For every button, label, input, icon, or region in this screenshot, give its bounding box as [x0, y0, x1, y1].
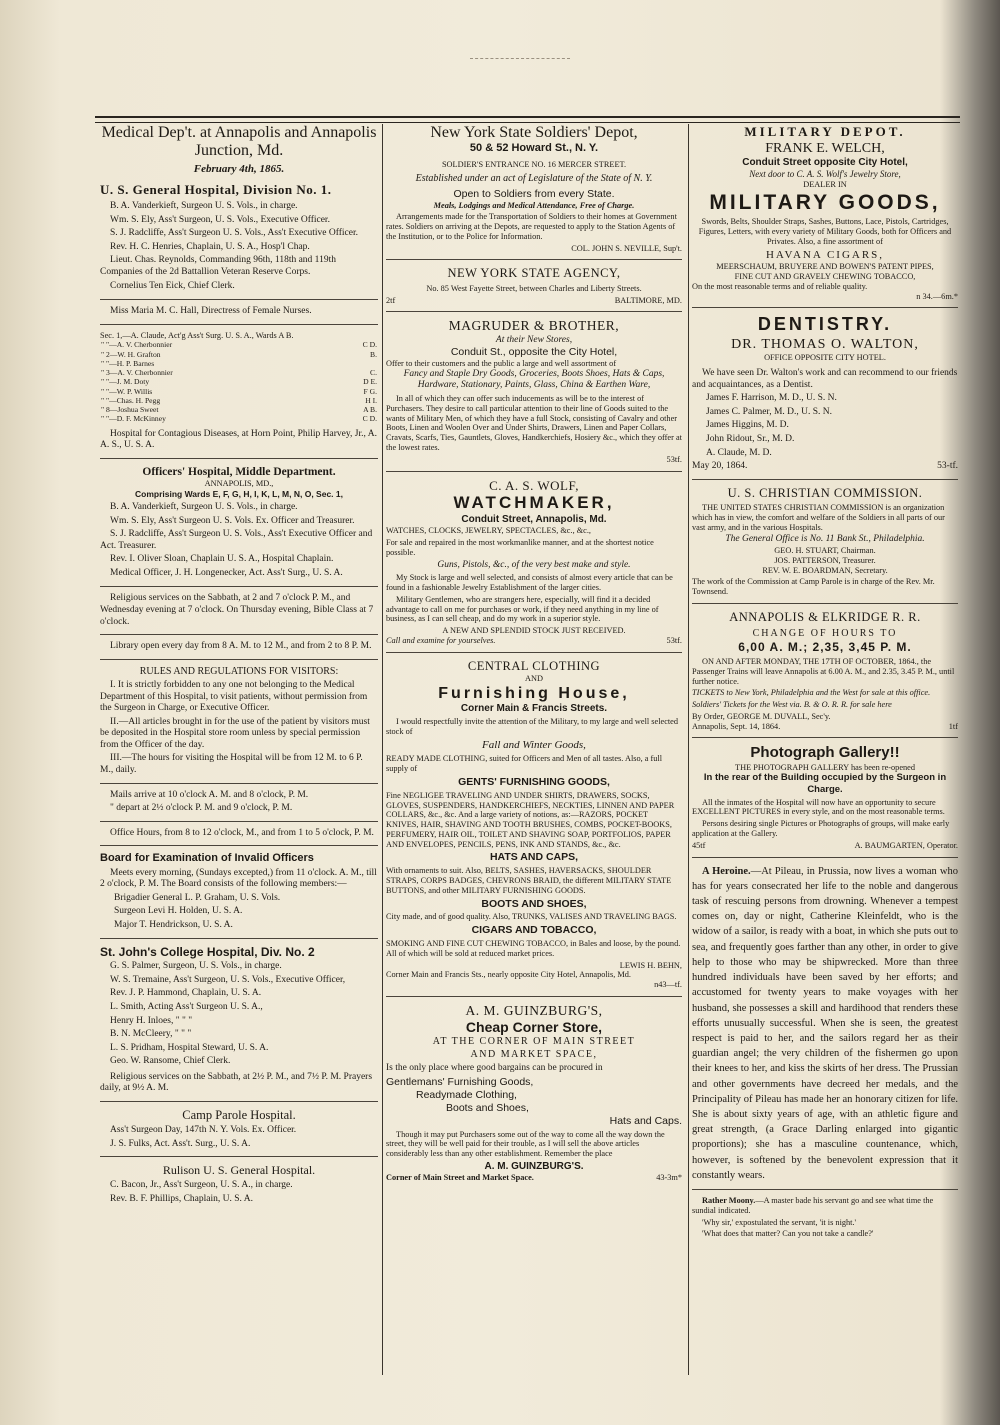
guinzburg-code: 43-3m*: [656, 1173, 682, 1183]
welch-code: n 34.—6m.*: [916, 291, 958, 301]
staff-line: B. A. Vanderkieft, Surgeon U. S. Vols., in charge.: [110, 201, 298, 212]
gents-text: Fine NEGLIGEE TRAVELING AND UNDER SHIRTS, DRAWERS, SOCKS, GLOVES, SUSPENDERS, HANDKERCHIEFS, NECKTIES, LINNEN AND PAPER COLLARS, &c., &c. And a large variety of notions, as:—RAZORS, POCKET KNIVES, HAIR, SHAVING AND TOOTH BRUSHES, COMBS, POCKET-BOOKS, PERFUMERY, HAIR OIL, TOILET AND SHAVING SOAP, PORTFOLIOS, PAPER AND ENVELOPES, PENCILS, PENS, INK AND STANDS, &c., &c.: [386, 790, 675, 849]
rule-item: III.—The hours for visiting the Hospital will be from 12 M. to 6 P. M., daily.: [100, 753, 363, 776]
officers-hospital-heading: Officers' Hospital, Middle Department.: [142, 465, 336, 478]
gents-heading: GENTS' FURNISHING GOODS,: [458, 775, 610, 788]
staff-line: J. S. Fulks, Act. Ass't. Surg., U. S. A.: [110, 1138, 251, 1149]
rule-item: II.—All articles brought in for the use of the patient by visitors must be deposited in the Hospital store room unless by special permission from the Officer of the day.: [100, 716, 370, 750]
staff-line: Rev. B. F. Phillips, Chaplain, U. S. A.: [110, 1193, 253, 1204]
officers-place: ANNAPOLIS, MD.,: [204, 478, 274, 488]
table-row: " "—D. F. McKinney C D.: [101, 414, 377, 424]
dentistry-heading: DENTISTRY.: [757, 314, 893, 335]
moony-text: —A master bade his servant go and see what time the sundial indicated.: [692, 1196, 934, 1215]
walton-office: OFFICE OPPOSITE CITY HOTEL.: [764, 353, 886, 363]
magruder-goods: Fancy and Staple Dry Goods, Groceries, Boots Shoes, Hats & Caps, Hardware, Stationary, Paints, Glass, China & Earthen Ware,: [403, 368, 665, 391]
guinzburg-text1: Is the only place where good bargains can be procured in: [386, 1062, 603, 1073]
wolf-text1: For sale and repaired in the most workmanlike manner, and at the shortest notice possible.: [386, 538, 654, 557]
ny-entrance: SOLDIER'S ENTRANCE NO. 16 MERCER STREET.: [441, 159, 627, 169]
photo-rear: In the rear of the Building occupied by the Surgeon in Charge.: [703, 772, 947, 796]
guinzburg-text2: Though it may put Purchasers some out of the way to come all the way down the street, they will be well paid for their trouble, as I will sell the above articles considerably less than any other establishment. Remember the place: [386, 1129, 665, 1159]
column-advertisements: [386, 124, 682, 1375]
medical-dept-title: Medical Dep't. at Annapolis and Annapolis Junction, Md.: [101, 124, 377, 160]
staff-line: S. J. Radcliffe, Ass't Surgeon U. S. Vols., Ass't Executive Officer and Act. Treasurer.: [100, 529, 373, 551]
officers-comprising: Comprising Wards E, F, G, H, I, K, L, M, N, O, Sec. 1,: [135, 488, 343, 499]
rule-item: I. It is strictly forbidden to any one not belonging to the Medical Department of this Hospital, to visit patients, without permission from the Surgeon in Charge, or Executive Officer.: [100, 679, 368, 714]
wolf-text2: My Stock is large and well selected, and consists of almost every article that can be found in a fashionable Jewelry Establishment of the larger cities.: [386, 573, 673, 593]
welch-next: Next door to C. A. S. Wolf's Jewelry Store,: [749, 169, 901, 180]
guinzburg-loc2: AND MARKET SPACE,: [470, 1048, 598, 1060]
wolf-code: 53tf.: [666, 635, 682, 645]
moony-story: [692, 1196, 958, 1216]
staff-line: Rev. J. P. Hammond, Chaplain, U. S. A.: [110, 988, 262, 999]
contagious-line: Hospital for Contagious Diseases, at Horn Point, Philip Harvey, Jr., A. A. S., U. S. A.: [100, 428, 377, 451]
table-row: " 2—W. H. Grafton B.: [101, 349, 377, 359]
guinzburg-line: Readymade Clothing,: [416, 1089, 517, 1102]
magruder-offer: Offer to their customers and the public a large and well assortment of: [386, 359, 617, 369]
staff-line: B. A. Vanderkieft, Surgeon U. S. Vols., in charge.: [110, 502, 298, 513]
agency-heading: NEW YORK STATE AGENCY,: [447, 266, 621, 281]
board-heading: Board for Examination of Invalid Officers: [100, 852, 314, 865]
railroad-times: 6,00 A. M.; 2,35, 3,45 P. M.: [738, 640, 912, 655]
staff-line: Rev. H. C. Henries, Chaplain, U. S. A., Hosp'l Chap.: [110, 241, 310, 252]
agency-city: BALTIMORE, MD.: [614, 295, 682, 305]
christian-text: THE UNITED STATES CHRISTIAN COMMISSION is an organization which has in view, the comfort and welfare of the Soldiers in all parts of our vast army, and in the various Hospitals.: [692, 503, 945, 532]
central-clothing-heading: CENTRAL CLOTHING: [467, 658, 601, 673]
staff-line: S. J. Radcliffe, Ass't Surgeon U. S. Vols., Ass't Executive Officer.: [110, 228, 358, 239]
table-row: " "—W. P. Willis F G.: [101, 386, 377, 396]
ny-text: Arrangements made for the Transportation of Soldiers to their homes at Government rates. Soldiers on arriving at the Depots, are requested to apply to the Station Agents of the Institution, or to the Police for Information.: [386, 212, 677, 241]
christian-heading: U. S. CHRISTIAN COMMISSION.: [727, 485, 923, 500]
staff-line: Lieut. Chas. Reynolds, Commanding 96th, 118th and 119th Companies of the 2d Battallion Veteran Reserve Corps.: [100, 255, 336, 277]
staff-line: W. S. Tremaine, Ass't Surgeon, U. S. Vols., Executive Officer,: [110, 974, 346, 985]
staff-line: Wm. S. Ely, Ass't Surgeon U. S. Vols. Ex. Officer and Treasurer.: [110, 515, 355, 526]
table-row: " "—A. V. Cherbonnier C D.: [101, 340, 377, 350]
welch-tobacco: FINE CUT AND GRAVELY CHEWING TOBACCO,: [734, 272, 916, 282]
top-rule: [95, 116, 960, 123]
walton-date: May 20, 1864.: [692, 461, 748, 472]
library-hours: Library open every day from 8 A. M. to 12 M., and from 2 to 8 P. M.: [110, 641, 372, 652]
officer-line: REV. W. E. BOARDMAN, Secretary.: [762, 565, 888, 575]
agency-text: No. 85 West Fayette Street, between Charles and Liberty Streets.: [426, 283, 642, 293]
moony-question: 'Why sir,' expostulated the servant, 'it is night.': [702, 1217, 857, 1227]
heroine-story: [692, 864, 958, 1184]
table-row: " "—H. P. Barnes: [101, 358, 155, 368]
railroad-soldiers: Soldiers' Tickets for the West via. B. & O. R. R. for sale here: [692, 700, 892, 710]
guinzburg-loc1: AT THE CORNER OF MAIN STREET: [432, 1036, 636, 1048]
wolf-name: C. A. S. WOLF,: [489, 477, 579, 493]
photo-text1: All the inmates of the Hospital will now have an opportunity to secure EXCELLENT PICTURES in every style, and on the most reasonable terms.: [692, 797, 945, 817]
central-ready: READY MADE CLOTHING, suited for Officers and Men of all tastes. Also, a full supply of: [386, 754, 663, 774]
mails-arrive: Mails arrive at 10 o'clock A. M. and 8 o'clock, P. M.: [110, 789, 309, 800]
staff-line: Geo. W. Ransome, Chief Clerk.: [110, 1056, 231, 1067]
walton-name: DR. THOMAS O. WALTON,: [731, 337, 919, 353]
photo-text2: Persons desiring single Pictures or Photographs of groups, will make early application at the Gallery.: [692, 819, 950, 838]
staff-line: G. S. Palmer, Surgeon, U. S. Vols., in charge.: [110, 961, 282, 972]
wolf-items: WATCHES, CLOCKS, JEWELRY, SPECTACLES, &c., &c.,: [386, 526, 592, 536]
behn-name: LEWIS H. BEHN,: [619, 960, 682, 970]
ny-col: COL. JOHN S. NEVILLE, Sup't.: [571, 243, 682, 253]
ny-established: Established under an act of Legislature of the State of N. Y.: [415, 172, 653, 184]
moony-lead: Rather Moony.: [702, 1196, 756, 1206]
staff-line: Wm. S. Ely, Ass't Surgeon, U. S. Vols., Executive Officer.: [110, 214, 330, 225]
reference-line: A. Claude, M. D.: [706, 447, 772, 458]
religious-services: Religious services on the Sabbath, at 2 and 7 o'clock P. M., and Wednesday evening at 7 o'clock. On Thursday evening, Bible Class at 7 o'clock.: [100, 593, 374, 627]
board-member: Brigadier General L. P. Graham, U. S. Vols.: [114, 892, 281, 903]
reference-line: John Ridout, Sr., M. D.: [706, 434, 795, 445]
table-row: " 8—Joshua Sweet A B.: [101, 405, 377, 415]
magruder-code: 53tf.: [666, 454, 682, 464]
column-military: [692, 124, 958, 1375]
boots-heading: BOOTS AND SHOES,: [481, 897, 587, 910]
magruder-heading: MAGRUDER & BROTHER,: [448, 318, 620, 334]
guinzburg-name: A. M. GUINZBURG'S,: [465, 1002, 603, 1018]
reference-line: James C. Palmer, M. D., U. S. N.: [706, 406, 833, 417]
reference-line: James Higgins, M. D.: [706, 420, 789, 431]
railroad-text: ON AND AFTER MONDAY, THE 17TH OF OCTOBER, 1864., the Passenger Trains will leave Annapolis at 6.00 A. M., and 2.35, 3.45 P. M., until further notice.: [692, 656, 955, 686]
welch-loc: Conduit Street opposite City Hotel,: [742, 156, 908, 168]
behn-code: n43—tf.: [654, 980, 682, 990]
hats-text: With ornaments to suit. Also, BELTS, SASHES, HAVERSACKS, SHOULDER STRAPS, CORPS BADGES, CHEVRONS BRAID, the different MILITARY STATE BUTTONS, and other MILITARY FURNISHING GOODS.: [386, 866, 672, 895]
christian-office: The General Office is No. 11 Bank St., Philadelphia.: [725, 534, 925, 545]
guinzburg-title: Cheap Corner Store,: [465, 1019, 603, 1036]
railroad-order: By Order, GEORGE M. DUVALL, Sec'y.: [692, 711, 831, 721]
ny-depot-address: 50 & 52 Howard St., N. Y.: [469, 142, 599, 155]
military-depot-heading: MILITARY DEPOT.: [744, 124, 906, 139]
wolf-new-stock: A NEW AND SPLENDID STOCK JUST RECEIVED.: [442, 626, 626, 636]
rulison-heading: Rulison U. S. General Hospital.: [162, 1163, 316, 1178]
table-row: " "—J. M. Doty D E.: [101, 377, 377, 387]
welch-name: FRANK E. WELCH,: [765, 140, 885, 156]
reference-line: James F. Harrison, M. D., U. S. N.: [706, 393, 837, 404]
cigars-heading: CIGARS AND TOBACCO,: [471, 924, 597, 937]
column-medical: [100, 124, 378, 1375]
central-loc: Corner Main & Francis Streets.: [460, 703, 608, 715]
wolf-text3: Military Gentlemen, who are strangers here, especially, will find it a decided advantage to call on me for purchases or work, if they need anything in my line of business, as I can sell cheap, and do my work in a superior style.: [386, 594, 659, 624]
staff-line: Medical Officer, J. H. Longenecker, Act. Ass't Surg., U. S. A.: [110, 567, 343, 578]
behn-addr: Corner Main and Francis Sts., nearly opposite City Hotel, Annapolis, Md.: [386, 970, 631, 980]
heroine-lead: A Heroine.: [702, 865, 751, 877]
officer-line: GEO. H. STUART, Chairman.: [774, 545, 876, 555]
hats-heading: HATS AND CAPS,: [489, 851, 579, 864]
wolf-title: WATCHMAKER,: [453, 493, 615, 513]
column-divider: [688, 124, 689, 1375]
railroad-tickets: TICKETS to New York, Philadelphia and the West for sale at this office.: [692, 688, 931, 698]
board-member: Major T. Hendrickson, U. S. A.: [114, 920, 233, 931]
welch-terms: On the most reasonable terms and of reliable quality.: [692, 281, 868, 291]
board-text: Meets every morning, (Sundays excepted,) from 11 o'clock. A. M., till 2 o'clock, P. M. The Board consists of the following members:—: [100, 867, 377, 890]
staff-line: Henry H. Inloes, " " ": [110, 1015, 193, 1026]
magruder-sub: At their New Stores,: [495, 334, 573, 345]
directress-line: Miss Maria M. C. Hall, Directress of Female Nurses.: [110, 306, 312, 317]
photo-opened: THE PHOTOGRAPH GALLERY has been re-opened: [735, 762, 915, 772]
wards-header: Sec. 1,—A. Claude, Act'g Ass't Surg. U. S. A., Wards A B.: [100, 330, 294, 340]
guinzburg-sign: A. M. GUINZBURG'S.: [484, 1160, 584, 1172]
column-divider: [382, 124, 383, 1375]
officer-line: JOS. PATTERSON, Treasurer.: [774, 555, 876, 565]
table-row: " "—Chas. H. Pegg H I.: [101, 395, 377, 405]
wolf-guns: Guns, Pistols, &c., of the very best make and style.: [437, 559, 631, 570]
staff-line: B. N. McCleery, " " ": [110, 1029, 192, 1040]
photo-heading: Photograph Gallery!!: [750, 744, 900, 762]
staff-line: C. Bacon, Jr., Ass't Surgeon, U. S. A., in charge.: [110, 1180, 293, 1191]
magruder-loc: Conduit St., opposite the City Hotel,: [450, 346, 618, 359]
table-row: " 3—A. V. Cherbonnier C.: [101, 368, 377, 378]
railroad-date: Annapolis, Sept. 14, 1864.: [692, 721, 781, 731]
railroad-code: 1tf: [948, 721, 958, 731]
welch-goods: MILITARY GOODS,: [709, 190, 941, 214]
guinzburg-line: Boots and Shoes,: [446, 1101, 529, 1114]
staff-line: L. S. Pridham, Hospital Steward, U. S. A.: [110, 1042, 269, 1053]
welch-havana: HAVANA CIGARS,: [765, 248, 885, 261]
wolf-call: Call and examine for yourselves.: [386, 635, 496, 645]
walton-text: We have seen Dr. Walton's work and can recommend to our friends and acquaintances, as a Dentist.: [692, 368, 958, 390]
stjohns-heading: St. John's College Hospital, Div. No. 2: [100, 944, 315, 959]
rules-heading: RULES AND REGULATIONS FOR VISITORS:: [139, 665, 339, 677]
guinzburg-corner: Corner of Main Street and Market Space.: [386, 1173, 534, 1183]
stjohns-religious: Religious services on the Sabbath, at 2½ P. M., and 7½ P. M. Prayers daily, at 9½ A. M.: [100, 1071, 373, 1094]
board-member: Surgeon Levi H. Holden, U. S. A.: [114, 906, 243, 917]
staff-line: Rev. I. Oliver Sloan, Chaplain U. S. A., Hospital Chaplain.: [110, 554, 334, 565]
staff-line: Ass't Surgeon Day, 147th N. Y. Vols. Ex. Officer.: [110, 1125, 297, 1136]
staff-line: L. Smith, Acting Ass't Surgeon U. S. A.,: [110, 1002, 263, 1012]
guinzburg-line: Hats and Caps.: [609, 1114, 682, 1127]
welch-dealer: DEALER IN: [803, 180, 847, 190]
central-furnishing: Furnishing House,: [438, 684, 630, 702]
walton-code: 53-tf.: [937, 461, 958, 472]
agency-code: 2tf: [386, 295, 396, 305]
division-1-heading: U. S. General Hospital, Division No. 1.: [100, 182, 332, 198]
boots-text: City made, and of good quality. Also, TRUNKS, VALISES AND TRAVELING BAGS.: [386, 912, 677, 922]
magruder-text: In all of which they can offer such inducements as will be to the interest of Purchasers. They desire to call particular attention to their line of Goods suited to the wants of Military Men, of which they have a full Stock, consisting of Cavalry and other Boots, Linen and Woolen Over and Under Shirts, Drawers, Linen and Paper Collars, Cravats, Scarfs, Ties, Gauntlets, Gloves, Handkerchiefs, Hosiery &c., which they offer at the lowest rates.: [386, 394, 682, 452]
moony-answer: 'What does that matter? Can you not take a candle?': [702, 1229, 874, 1239]
heroine-text: —At Pileau, in Prussia, now lives a woman who has for years consecrated her life to the noble and dangerous task of rescuing persons from drowning. Whenever a tempest comes on, day or night, Catherine Kleinfeldt, who is the widow of a sailor, is ready with a boat, in which she puts out to sea, and frequently goes farther than any other, in order to give help to those who may be shipwrecked. More than three hundred individuals have been saved by her efforts; and accustomed for twenty years to make voyages with her husband, she possesses a skill and hardihood that renders these efforts unusually successful. When she is seen, the greatest respect is paid to her, and the sailors regard her as their guardian angel; the very children of the fishermen go upon their knees to her, and kiss the skirts of her dress. The Prussian and other governments have decreed her medals, and the Principality of Pileau has made her an honorary citizen for life. She is about sixty years of age, with an athletic figure and great strength, (a Grace Darling enlarged into gigantic proportions); she has a masculine countenance, which, however, is softened by the benevolent expression that it constantly wears.: [692, 865, 958, 1181]
issue-date: February 4th, 1865.: [193, 162, 285, 175]
welch-text: Swords, Belts, Shoulder Straps, Sashes, Buttons, Lace, Pistols, Cartridges, Figures, Letters, with every variety of Military Goods, both for Officers and Privates. Also, a fine assortment of: [698, 217, 952, 247]
staff-line: Cornelius Ten Eick, Chief Clerk.: [110, 280, 235, 291]
wards-table: [100, 340, 378, 423]
central-and: AND: [525, 673, 543, 683]
ny-depot-title: New York State Soldiers' Depot,: [430, 124, 638, 141]
christian-work: The work of the Commission at Camp Parole is in charge of the Rev. Mr. Townsend.: [692, 577, 935, 597]
office-hours: Office Hours, from 8 to 12 o'clock, M., and from 1 to 5 o'clock, P. M.: [110, 827, 374, 838]
photo-code: 45tf: [692, 840, 706, 850]
cigars-text: SMOKING AND FINE CUT CHEWING TOBACCO, in Bales and loose, by the pound. All of which will be sold at reduced market prices.: [386, 938, 681, 958]
railroad-change: CHANGE OF HOURS TO: [752, 628, 898, 640]
central-fall: Fall and Winter Goods,: [482, 739, 586, 751]
camp-parole-heading: Camp Parole Hospital.: [182, 1108, 296, 1123]
photo-sign: A. BAUMGARTEN, Operator.: [854, 840, 958, 850]
fold-crease: [470, 58, 570, 59]
central-invite: I would respectfully invite the attention of the Military, to my large and well selected stock of: [386, 717, 679, 737]
wolf-loc: Conduit Street, Annapolis, Md.: [461, 514, 607, 526]
welch-pipes: MEERSCHAUM, BRUYERE AND BOWEN'S PATENT PIPES,: [716, 262, 934, 272]
guinzburg-line: Gentlemans' Furnishing Goods,: [386, 1076, 534, 1089]
ny-open: Open to Soldiers from every State.: [453, 187, 615, 200]
ny-meals: Meals, Lodgings and Medical Attendance, Free of Charge.: [433, 200, 635, 210]
railroad-heading: ANNAPOLIS & ELKRIDGE R. R.: [729, 609, 921, 624]
mails-depart: " depart at 2½ o'clock P. M. and 9 o'clock, P. M.: [110, 803, 293, 814]
